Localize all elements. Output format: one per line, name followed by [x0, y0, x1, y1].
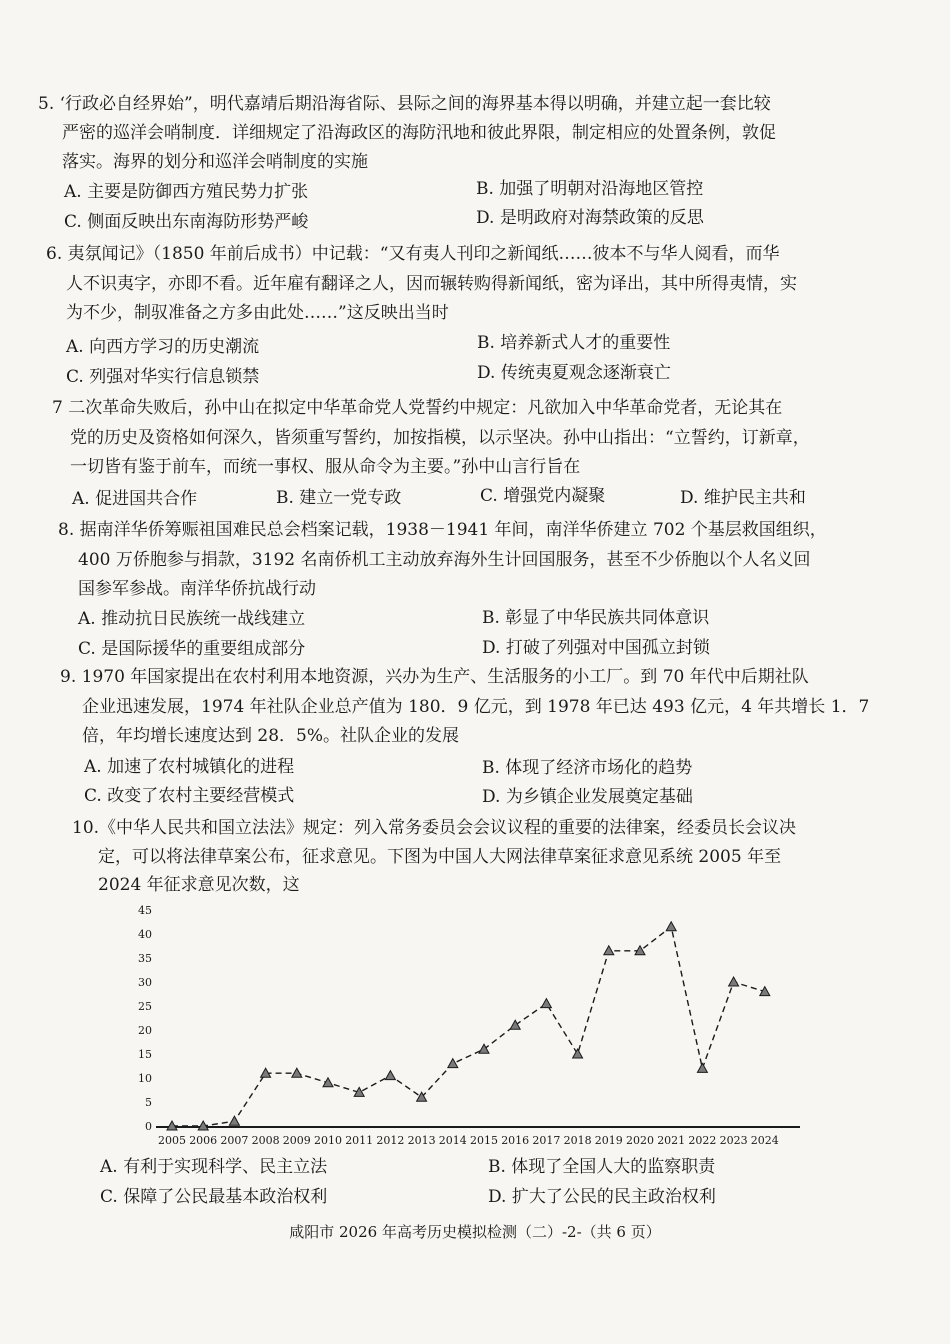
- x-tick-label: 2015: [470, 1134, 498, 1147]
- q10-option-c[interactable]: C. 保障了公民最基本政治权利: [100, 1187, 328, 1207]
- x-tick-label: 2017: [532, 1134, 561, 1147]
- y-tick-label: 35: [138, 952, 152, 965]
- x-tick-label: 2018: [563, 1134, 592, 1147]
- q9-option-a[interactable]: A. 加速了农村城镇化的进程: [84, 757, 295, 777]
- x-axis-ticks: [158, 1134, 779, 1147]
- x-tick-label: 2006: [189, 1134, 218, 1147]
- q6-line-1: 6. 夷氛闻记》（1850 年前后成书）中记载：“又有夷人刊印之新闻纸……彼本不与华人阅看，而华: [46, 244, 780, 264]
- data-point-marker: [448, 1059, 458, 1068]
- q8-line-2: 400 万侨胞参与捐款，3192 名南侨机工主动放弃海外生计回国服务，甚至不少侨胞以个人名义回: [78, 550, 811, 570]
- q7-line-1: 7 二次革命失败后，孙中山在拟定中华革命党人党誓约中规定：凡欲加入中华革命党者，无论其在: [52, 398, 783, 418]
- data-point-marker: [510, 1020, 520, 1029]
- y-tick-label: 20: [138, 1024, 152, 1037]
- q10-option-d[interactable]: D. 扩大了公民的民主政治权利: [488, 1187, 716, 1207]
- y-axis-ticks: [138, 904, 152, 1133]
- data-point-marker: [541, 999, 551, 1008]
- q5-option-b[interactable]: B. 加强了明朝对沿海地区管控: [476, 179, 704, 199]
- y-tick-label: 25: [138, 1000, 152, 1013]
- x-tick-label: 2005: [158, 1134, 186, 1147]
- q9-option-d[interactable]: D. 为乡镇企业发展奠定基础: [482, 787, 693, 807]
- q5-line-2: 严密的巡洋会哨制度．详细规定了沿海政区的海防汛地和彼此界限，制定相应的处置条例，敦促: [62, 123, 776, 143]
- q6-option-a[interactable]: A. 向西方学习的历史潮流: [66, 337, 260, 357]
- series-line: [172, 927, 765, 1126]
- data-point-marker: [604, 946, 614, 955]
- y-tick-label: 45: [138, 904, 152, 917]
- q5-option-d[interactable]: D. 是明政府对海禁政策的反思: [476, 208, 704, 228]
- q8-line-3: 国参军参战。南洋华侨抗战行动: [78, 579, 316, 599]
- q10-option-a[interactable]: A. 有利于实现科学、民主立法: [100, 1157, 328, 1177]
- q7-line-2: 党的历史及资格如何深久，皆须重写誓约，加按指模，以示坚决。孙中山指出：“立誓约，订新章，: [70, 428, 810, 448]
- x-tick-label: 2021: [657, 1134, 686, 1147]
- data-point-marker: [292, 1068, 302, 1077]
- q6-line-3: 为不少，制驭准备之方多由此处……”这反映出当时: [66, 303, 449, 323]
- data-point-marker: [229, 1116, 239, 1125]
- q8-option-d[interactable]: D. 打破了列强对中国孤立封锁: [482, 638, 710, 658]
- q6-option-c[interactable]: C. 列强对华实行信息锁禁: [66, 367, 260, 387]
- y-tick-label: 40: [138, 928, 152, 941]
- q8-option-c[interactable]: C. 是国际援华的重要组成部分: [78, 639, 306, 659]
- x-tick-label: 2020: [626, 1134, 654, 1147]
- x-tick-label: 2012: [376, 1134, 405, 1147]
- y-tick-label: 15: [138, 1048, 152, 1061]
- q10-line-3: 2024 年征求意见次数，这: [98, 875, 300, 895]
- q8-option-a[interactable]: A. 推动抗日民族统一战线建立: [78, 609, 306, 629]
- q6-line-2: 人不识夷字，亦即不看。近年雇有翻译之人，因而辗转购得新闻纸，密为译出，其中所得夷情，实: [66, 274, 797, 294]
- x-tick-label: 2024: [750, 1134, 779, 1147]
- x-tick-label: 2023: [719, 1134, 748, 1147]
- q5-line-3: 落实。海界的划分和巡洋会哨制度的实施: [62, 152, 368, 172]
- q5-option-c[interactable]: C. 侧面反映出东南海防形势严峻: [64, 212, 309, 232]
- data-point-marker: [573, 1049, 583, 1058]
- q7-option-b[interactable]: B. 建立一党专政: [276, 488, 402, 508]
- data-point-marker: [729, 977, 739, 986]
- series-line-group: [172, 927, 765, 1126]
- page-footer: 咸阳市 2026 年高考历史模拟检测（二）-2-（共 6 页）: [289, 1223, 661, 1241]
- y-tick-label: 0: [145, 1120, 152, 1133]
- q10-line-2: 定，可以将法律草案公布，征求意见。下图为中国人大网法律草案征求意见系统 2005 年至: [98, 847, 782, 867]
- data-point-marker: [385, 1071, 395, 1080]
- data-point-marker: [666, 922, 676, 931]
- x-tick-label: 2013: [407, 1134, 436, 1147]
- y-tick-label: 10: [138, 1072, 152, 1085]
- q8-line-1: 8. 据南洋华侨筹赈祖国难民总会档案记载，1938－1941 年间，南洋华侨建立 702 个基层救国组织，: [58, 520, 827, 540]
- q6-option-b[interactable]: B. 培养新式人才的重要性: [477, 333, 671, 353]
- q10-line-1: 10.《中华人民共和国立法法》规定：列入常务委员会会议议程的重要的法律案，经委员长会议决: [72, 818, 797, 838]
- x-tick-label: 2007: [220, 1134, 249, 1147]
- q7-option-c[interactable]: C. 增强党内凝聚: [480, 486, 606, 506]
- q7-line-3: 一切皆有鉴于前车，而统一事权、服从命令为主要。”孙中山言行旨在: [70, 457, 581, 477]
- data-point-marker: [697, 1063, 707, 1072]
- y-tick-label: 30: [138, 976, 152, 989]
- q9-line-3: 倍，年均增长速度达到 28．5%。社队企业的发展: [82, 726, 460, 746]
- q9-line-2: 企业迅速发展，1974 年社队企业总产值为 180．9 亿元，到 1978 年已达 493 亿元，4 年共增长 1．7: [82, 697, 870, 717]
- q10-option-b[interactable]: B. 体现了全国人大的监察职责: [488, 1157, 716, 1177]
- q5-option-a[interactable]: A. 主要是防御西方殖民势力扩张: [64, 182, 309, 202]
- q7-option-a[interactable]: A. 促进国共合作: [72, 489, 198, 509]
- data-point-marker: [479, 1044, 489, 1053]
- q9-option-c[interactable]: C. 改变了农村主要经营模式: [84, 786, 295, 806]
- q9-line-1: 9. 1970 年国家提出在农村利用本地资源，兴办为生产、生活服务的小工厂。到 70 年代中后期社队: [60, 667, 809, 687]
- q9-option-b[interactable]: B. 体现了经济市场化的趋势: [482, 758, 693, 778]
- q5-line-1: 5. ‘行政必自经界始”，明代嘉靖后期沿海省际、县际之间的海界基本得以明确，并建立起一套比较: [38, 94, 771, 114]
- x-tick-label: 2011: [345, 1134, 374, 1147]
- data-markers: [167, 922, 770, 1130]
- x-tick-label: 2014: [438, 1134, 467, 1147]
- x-tick-label: 2022: [688, 1134, 717, 1147]
- x-tick-label: 2008: [251, 1134, 280, 1147]
- x-tick-label: 2016: [501, 1134, 530, 1147]
- x-tick-label: 2019: [594, 1134, 623, 1147]
- opinion-count-line-chart: [120, 900, 810, 1160]
- q6-option-d[interactable]: D. 传统夷夏观念逐渐衰亡: [477, 363, 671, 383]
- y-tick-label: 5: [145, 1096, 152, 1109]
- x-tick-label: 2010: [314, 1134, 342, 1147]
- q8-option-b[interactable]: B. 彰显了中华民族共同体意识: [482, 608, 710, 628]
- x-tick-label: 2009: [282, 1134, 311, 1147]
- q7-option-d[interactable]: D. 维护民主共和: [680, 488, 806, 508]
